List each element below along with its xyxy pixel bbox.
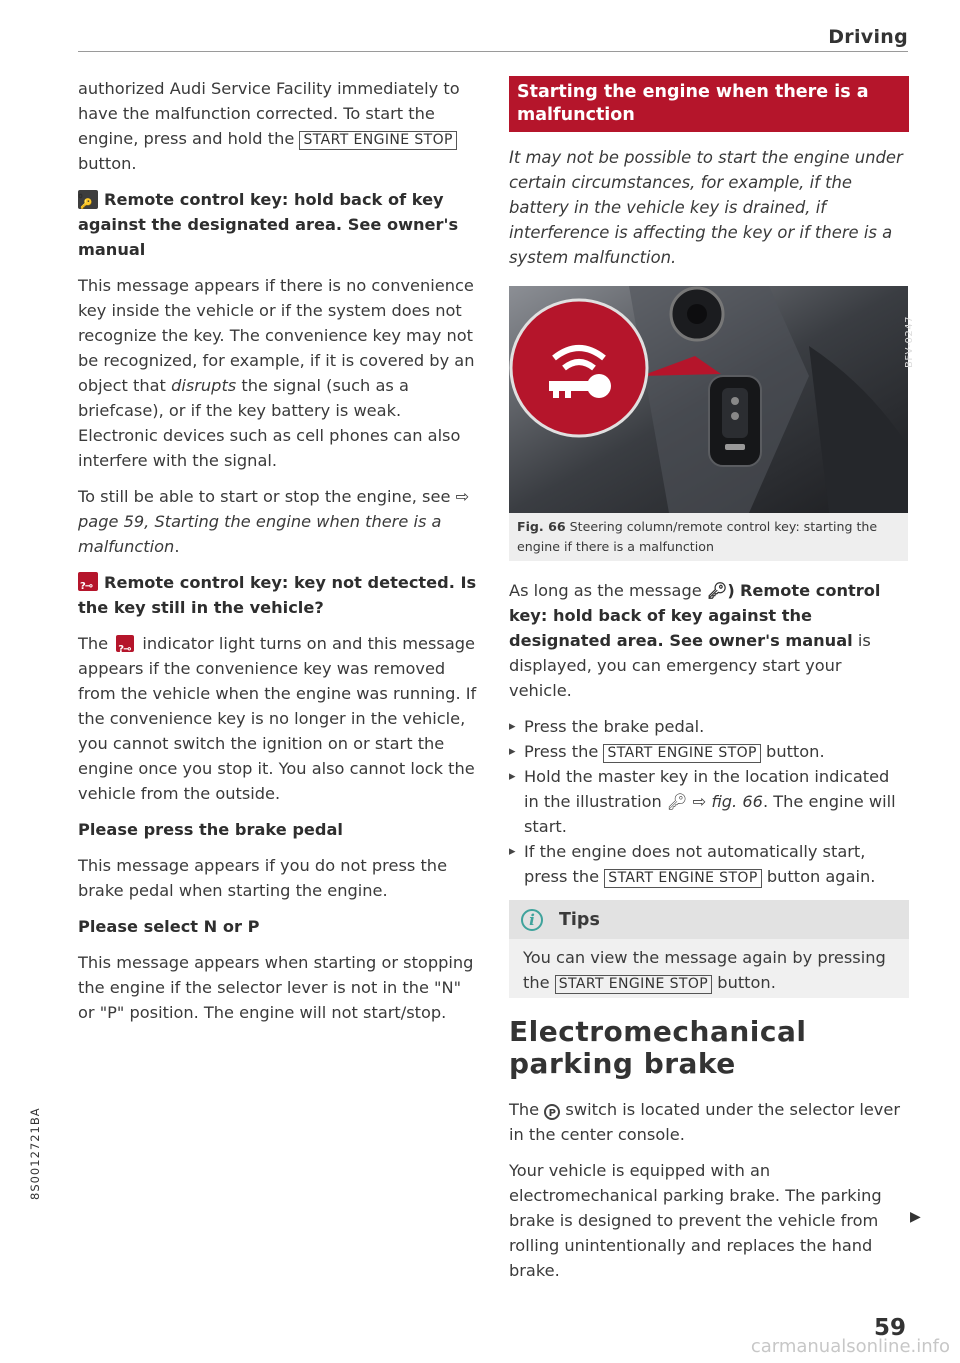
figure-illustration	[509, 286, 915, 513]
message-heading: ?⊸ Remote control key: key not detected. Is the key still in the vehicle?	[78, 573, 477, 617]
key-warning-icon: ?⊸	[78, 572, 98, 591]
figure-code: BFV-0247	[904, 316, 915, 368]
info-icon: i	[521, 909, 543, 931]
key-signal-icon: 🔑︎)	[706, 581, 735, 600]
paragraph: To still be able to start or stop the engine, see ⇨ page 59, Starting the engine when there is a malfunction.	[78, 487, 470, 556]
section-heading: Electromechanical parking brake	[509, 1015, 807, 1080]
paragraph: The ?⊸ indicator light turns on and this message appears if the convenience key was removed from the vehicle when the engine was running. If the convenience key is no longer in the vehicle, you cannot switch the ignition on or start the engine once you stop it. You also cannot lock the vehicle from the outside.	[78, 634, 477, 803]
parking-brake-icon: P	[544, 1104, 560, 1120]
paragraph: As long as the message 🔑︎) Remote control key: hold back of key against the designated area. See owner's manual is displayed, you can emergency start your vehicle.	[509, 581, 881, 700]
start-engine-stop-label: START ENGINE STOP	[604, 869, 761, 888]
start-engine-stop-label: START ENGINE STOP	[603, 744, 760, 763]
paragraph: This message appears if there is no convenience key inside the vehicle or if the system does not recognize the key. The convenience key may not be recognized, for example, if it is covered by an object that disrupts the signal (such as a briefcase), or if the key battery is weak. Electronic devices such as cell phones can also interfere with the signal.	[78, 276, 475, 470]
header-rule	[78, 51, 908, 52]
list-item: ▸ Press the brake pedal.	[509, 714, 909, 739]
key-signal-icon: 🔑︎	[666, 792, 688, 811]
page-number: 59	[873, 1315, 906, 1341]
page-reference-link[interactable]: ⇨ page 59, Starting the engine when there is a malfunction	[78, 487, 470, 556]
list-item: ▸ Press the START ENGINE STOP button.	[509, 739, 909, 764]
steering-column-illustration	[509, 286, 908, 513]
key-signal-icon: 🔑 ﾟ	[78, 190, 98, 209]
intro-paragraph: It may not be possible to start the engine under certain circumstances, for example, if the battery in the vehicle key is drained, if interference is affecting the key or if there is a system malfunction.	[509, 148, 903, 267]
paragraph: authorized Audi Service Facility immediately to have the malfunction corrected. To start the engine, press and hold the START ENGINE STOP button.	[78, 79, 460, 173]
paragraph: The P switch is located under the selector lever in the center console.	[509, 1100, 900, 1144]
start-engine-stop-label: START ENGINE STOP	[299, 131, 456, 150]
list-item: ▸ If the engine does not automatically start, press the START ENGINE STOP button again.	[509, 839, 909, 889]
paragraph: This message appears when starting or stopping the engine if the selector lever is not in the "N" or "P" position. The engine will not start/stop.	[78, 953, 474, 1022]
section-label: Driving	[828, 26, 908, 48]
watermark: carmanualsonline.info	[750, 1336, 950, 1357]
message-heading: 🔑 ﾟ Remote control key: hold back of key against the designated area. See owner's manual	[78, 187, 478, 262]
instruction-steps	[509, 714, 909, 889]
right-column	[509, 76, 915, 1294]
continue-arrow-icon: ▶	[910, 1209, 921, 1225]
key-warning-icon: ?⊸	[116, 635, 134, 652]
section-banner: Starting the engine when there is a malfunction	[509, 76, 909, 132]
tips-header: i Tips	[509, 900, 909, 939]
paragraph: Your vehicle is equipped with an electromechanical parking brake. The parking brake is designed to prevent the vehicle from rolling unintentionally and replaces the hand brake.	[509, 1161, 882, 1280]
tips-body: You can view the message again by pressing the START ENGINE STOP button.	[509, 939, 909, 998]
paragraph: This message appears if you do not press the brake pedal when starting the engine.	[78, 856, 448, 900]
left-column	[78, 76, 478, 1036]
figure-reference-link[interactable]: ⇨ fig. 66	[692, 792, 763, 811]
message-heading: Please press the brake pedal	[78, 820, 343, 839]
figure-caption: Fig. 66 Steering column/remote control key: starting the engine if there is a malfunction	[509, 513, 908, 561]
start-engine-stop-label: START ENGINE STOP	[555, 975, 712, 994]
document-code: 8S0012721BA	[28, 1107, 42, 1200]
message-heading: Please select N or P	[78, 917, 260, 936]
list-item: ▸ Hold the master key in the location indicated in the illustration 🔑︎ ⇨ fig. 66. The engine will start.	[509, 764, 909, 839]
